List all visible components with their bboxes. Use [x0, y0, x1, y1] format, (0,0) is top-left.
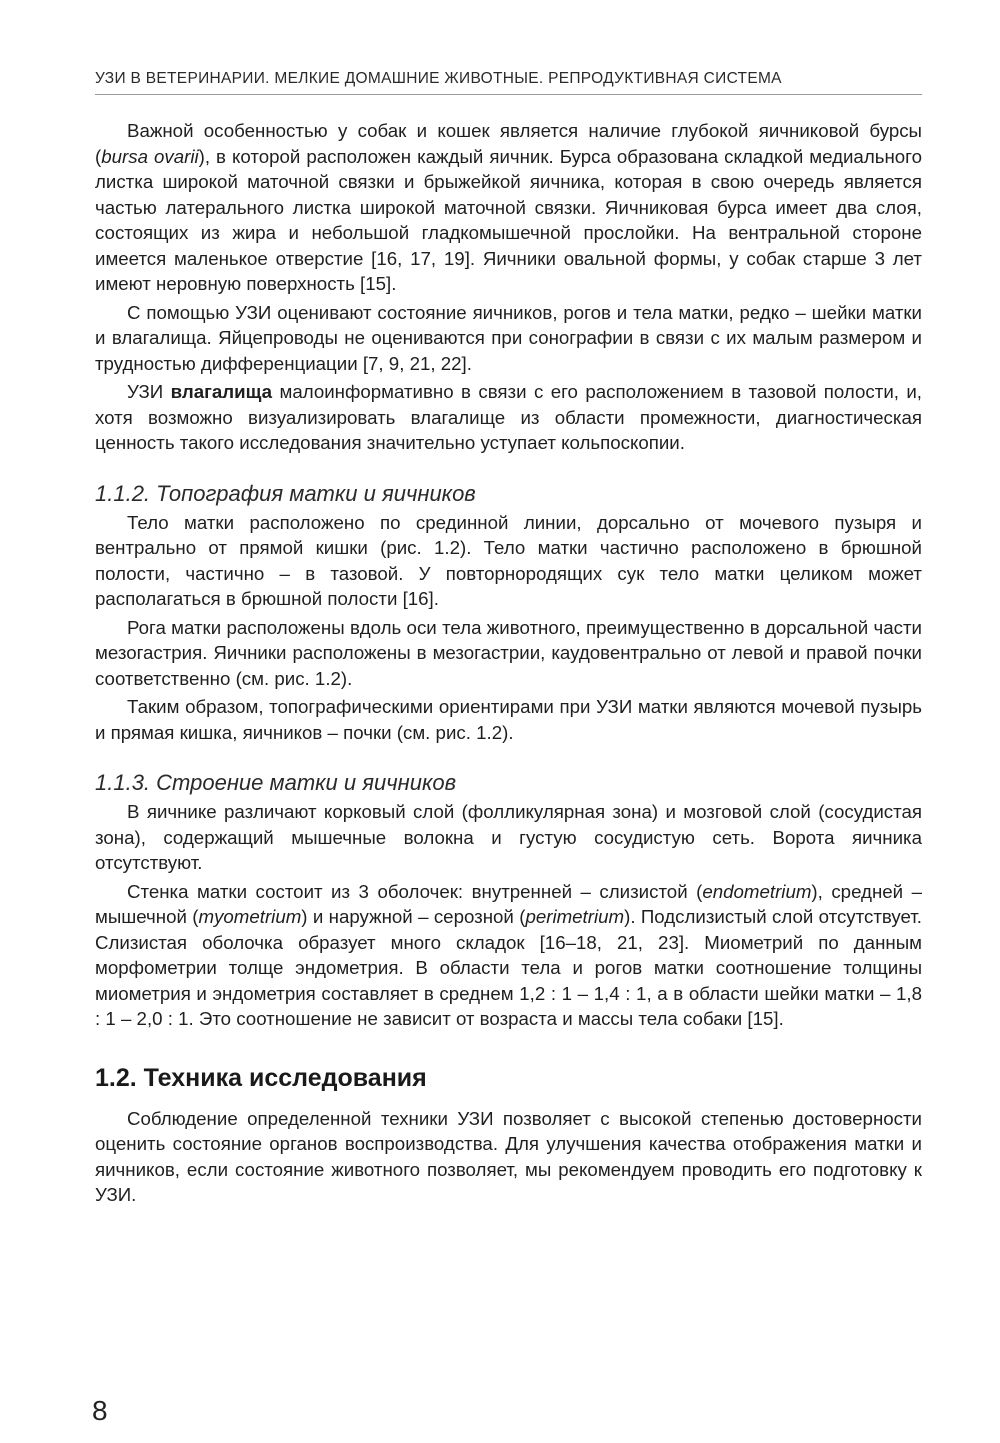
page-number: 8	[92, 1395, 108, 1426]
bold-term: влагалища	[170, 381, 273, 402]
header-divider	[95, 94, 922, 95]
text-run: Важной особенностью у собак и кошек является наличие глубокой яичниковой бурсы (	[95, 120, 922, 167]
running-header: УЗИ В ВЕТЕРИНАРИИ. МЕЛКИЕ ДОМАШНИЕ ЖИВОТНЫЕ. РЕПРОДУКТИВНАЯ СИСТЕМА	[95, 70, 782, 87]
paragraph-uterus-body: Тело матки расположено по срединной линии, дорсально от мочевого пузыря и вентрально от прямой кишки (рис. 1.2). Тело матки частично расположено в брюшной полости, частично – в тазовой. У повторнородящих сук тело матки целиком может располагаться в брюшной полости [16].	[95, 511, 922, 609]
paragraph-bursa	[95, 118, 922, 297]
section-title-technique: 1.2. Техника исследования	[95, 1063, 427, 1092]
paragraph-uterine-wall	[95, 879, 922, 1032]
page-body	[95, 118, 922, 1208]
text-run: ). Подслизистый слой отсутствует. Слизистая оболочка образует много складок [16–18, 21, 23]. Миометрий по данным морфометрии толще эндометрия. В области тела и рогов матки соотношение толщины миометрия и эндометрия составляет в среднем 1,2 : 1 – 1,4 : 1, а в области шейки матки – 1,8 : 1 – 2,0 : 1. Это соотношение не зависит от возраста и массы тела собаки [15].	[95, 906, 922, 1029]
paragraph-uterine-horns: Рога матки расположены вдоль оси тела животного, преимущественно в дорсальной части мезогастрия. Яичники расположены в мезогастрии, каудовентрально от левой и правой почки соответственно (см. рис. 1.2).	[95, 616, 922, 689]
paragraph-technique: Соблюдение определенной техники УЗИ позволяет с высокой степенью достоверности оценить состояние органов воспроизводства. Для улучшения качества отображения матки и яичников, если состояние животного позволяет, мы рекомендуем проводить его подготовку к УЗИ.	[95, 1107, 922, 1205]
latin-term: myometrium	[198, 906, 302, 927]
text-run: малоинформативно в связи с его расположением в тазовой полости, и, хотя возможно визуализировать влагалище из области промежности, диагностическая ценность такого исследования значительно уступает кольпоскопии.	[95, 381, 922, 453]
paragraph-landmarks: Таким образом, топографическими ориентирами при УЗИ матки являются мочевой пузырь и прямая кишка, яичников – почки (см. рис. 1.2).	[95, 696, 922, 743]
latin-term: endometrium	[702, 880, 812, 902]
text-run: ) и наружной – серозной (	[301, 906, 526, 927]
text-run: Стенка матки состоит из 3 оболочек: внутренней – слизистой (	[127, 880, 703, 902]
latin-term: bursa ovarii	[101, 145, 199, 167]
subsection-title-structure: 1.1.3. Строение матки и яичников	[95, 770, 457, 795]
subsection-title-topography: 1.1.2. Топография матки и яичников	[95, 480, 476, 506]
paragraph-ovary-structure: В яичнике различают корковый слой (фолликулярная зона) и мозговой слой (сосудистая зона), содержащий мышечные волокна и густую сосудистую сеть. Ворота яичника отсутствуют.	[95, 801, 922, 873]
latin-term: perimetrium	[525, 906, 625, 927]
paragraph-usg-assessment: С помощью УЗИ оценивают состояние яичников, рогов и тела матки, редко – шейки матки и влагалища. Яйцепроводы не оцениваются при сонографии в связи с их малым размером и трудностью дифференциации [7, 9, 21, 22].	[95, 301, 922, 374]
paragraph-vagina	[95, 379, 922, 456]
text-run: УЗИ	[127, 381, 171, 402]
text-run: ), средней – мышечной (	[95, 880, 922, 927]
text-run: ), в которой расположен каждый яичник. Бурса образована складкой медиального листка широкой маточной связки и брыжейкой яичника, которая в свою очередь является частью латерального листка широкой маточной связки. Яичниковая бурса имеет два слоя, состоящих из жира и небольшой гладкомышечной прослойки. На вентральной стороне имеется маленькое отверстие [16, 17, 19]. Яичники овальной формы, у собак старше 3 лет имеют неровную поверхность [15].	[95, 145, 922, 294]
